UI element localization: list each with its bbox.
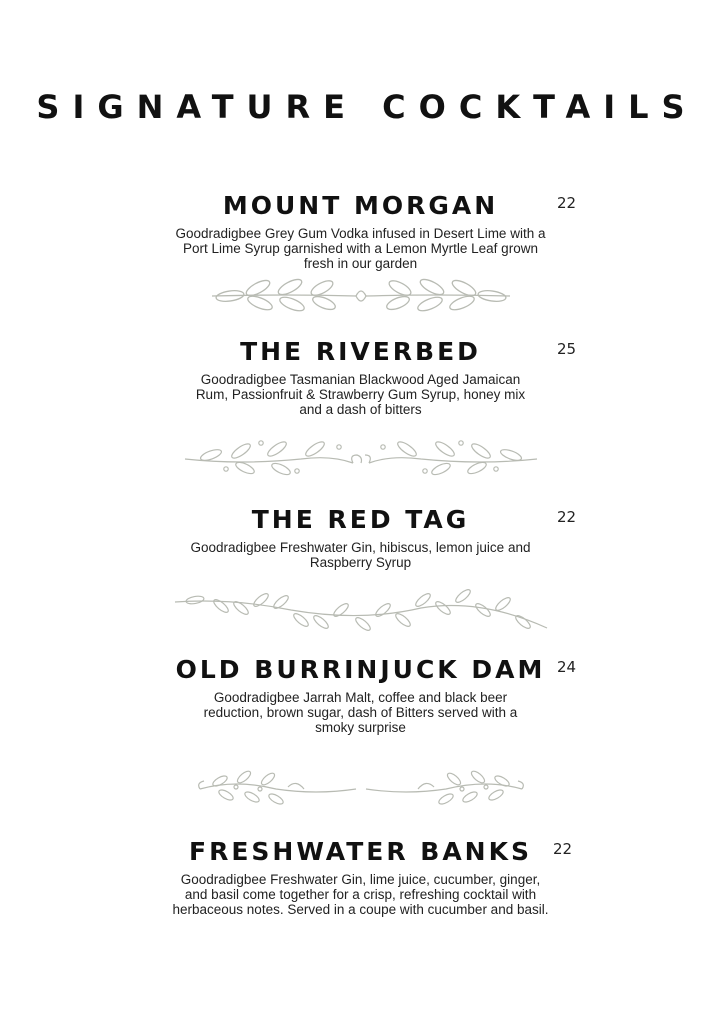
- item-description: Goodradigbee Freshwater Gin, hibiscus, lemon juice and Raspberry Syrup: [190, 540, 531, 570]
- item-name: THE RIVERBED: [240, 337, 481, 366]
- menu-item-old-burrinjuck-dam: [0, 654, 721, 735]
- item-description: Goodradigbee Tasmanian Blackwood Aged Jamaican Rum, Passionfruit & Strawberry Gum Syrup, honey mix and a dash of bitters: [195, 372, 526, 417]
- item-price: 24: [557, 658, 577, 676]
- item-price: 22: [553, 840, 573, 858]
- item-name: OLD BURRINJUCK DAM: [175, 655, 546, 684]
- item-description: Goodradigbee Jarrah Malt, coffee and black beer reduction, brown sugar, dash of Bitters served with a smoky surprise: [203, 690, 518, 735]
- sprig-scroll-divider-icon: [0, 765, 721, 815]
- leafy-vine-divider-icon: [0, 588, 721, 638]
- menu-item-the-red-tag: [0, 504, 721, 570]
- page-title: SIGNATURE COCKTAILS: [36, 88, 698, 126]
- menu-item-mount-morgan: [0, 190, 721, 271]
- floral-vine-divider-icon: [0, 435, 721, 485]
- menu-item-the-riverbed: [0, 336, 721, 417]
- item-name: MOUNT MORGAN: [222, 191, 499, 220]
- item-price: 22: [557, 508, 577, 526]
- item-name: THE RED TAG: [251, 505, 470, 534]
- menu-item-freshwater-banks: [0, 836, 721, 917]
- item-price: 22: [557, 194, 577, 212]
- item-name: FRESHWATER BANKS: [189, 837, 532, 866]
- item-description: Goodradigbee Grey Gum Vodka infused in Desert Lime with a Port Lime Syrup garnished with a Lemon Myrtle Leaf grown fresh in our garden: [175, 226, 546, 271]
- item-description: Goodradigbee Freshwater Gin, lime juice, cucumber, ginger, and basil come together for a crisp, refreshing cocktail with herbaceous notes. Served in a coupe with cucumber and basil.: [172, 872, 549, 917]
- leaf-branch-divider-icon: [0, 272, 721, 322]
- item-price: 25: [557, 340, 577, 358]
